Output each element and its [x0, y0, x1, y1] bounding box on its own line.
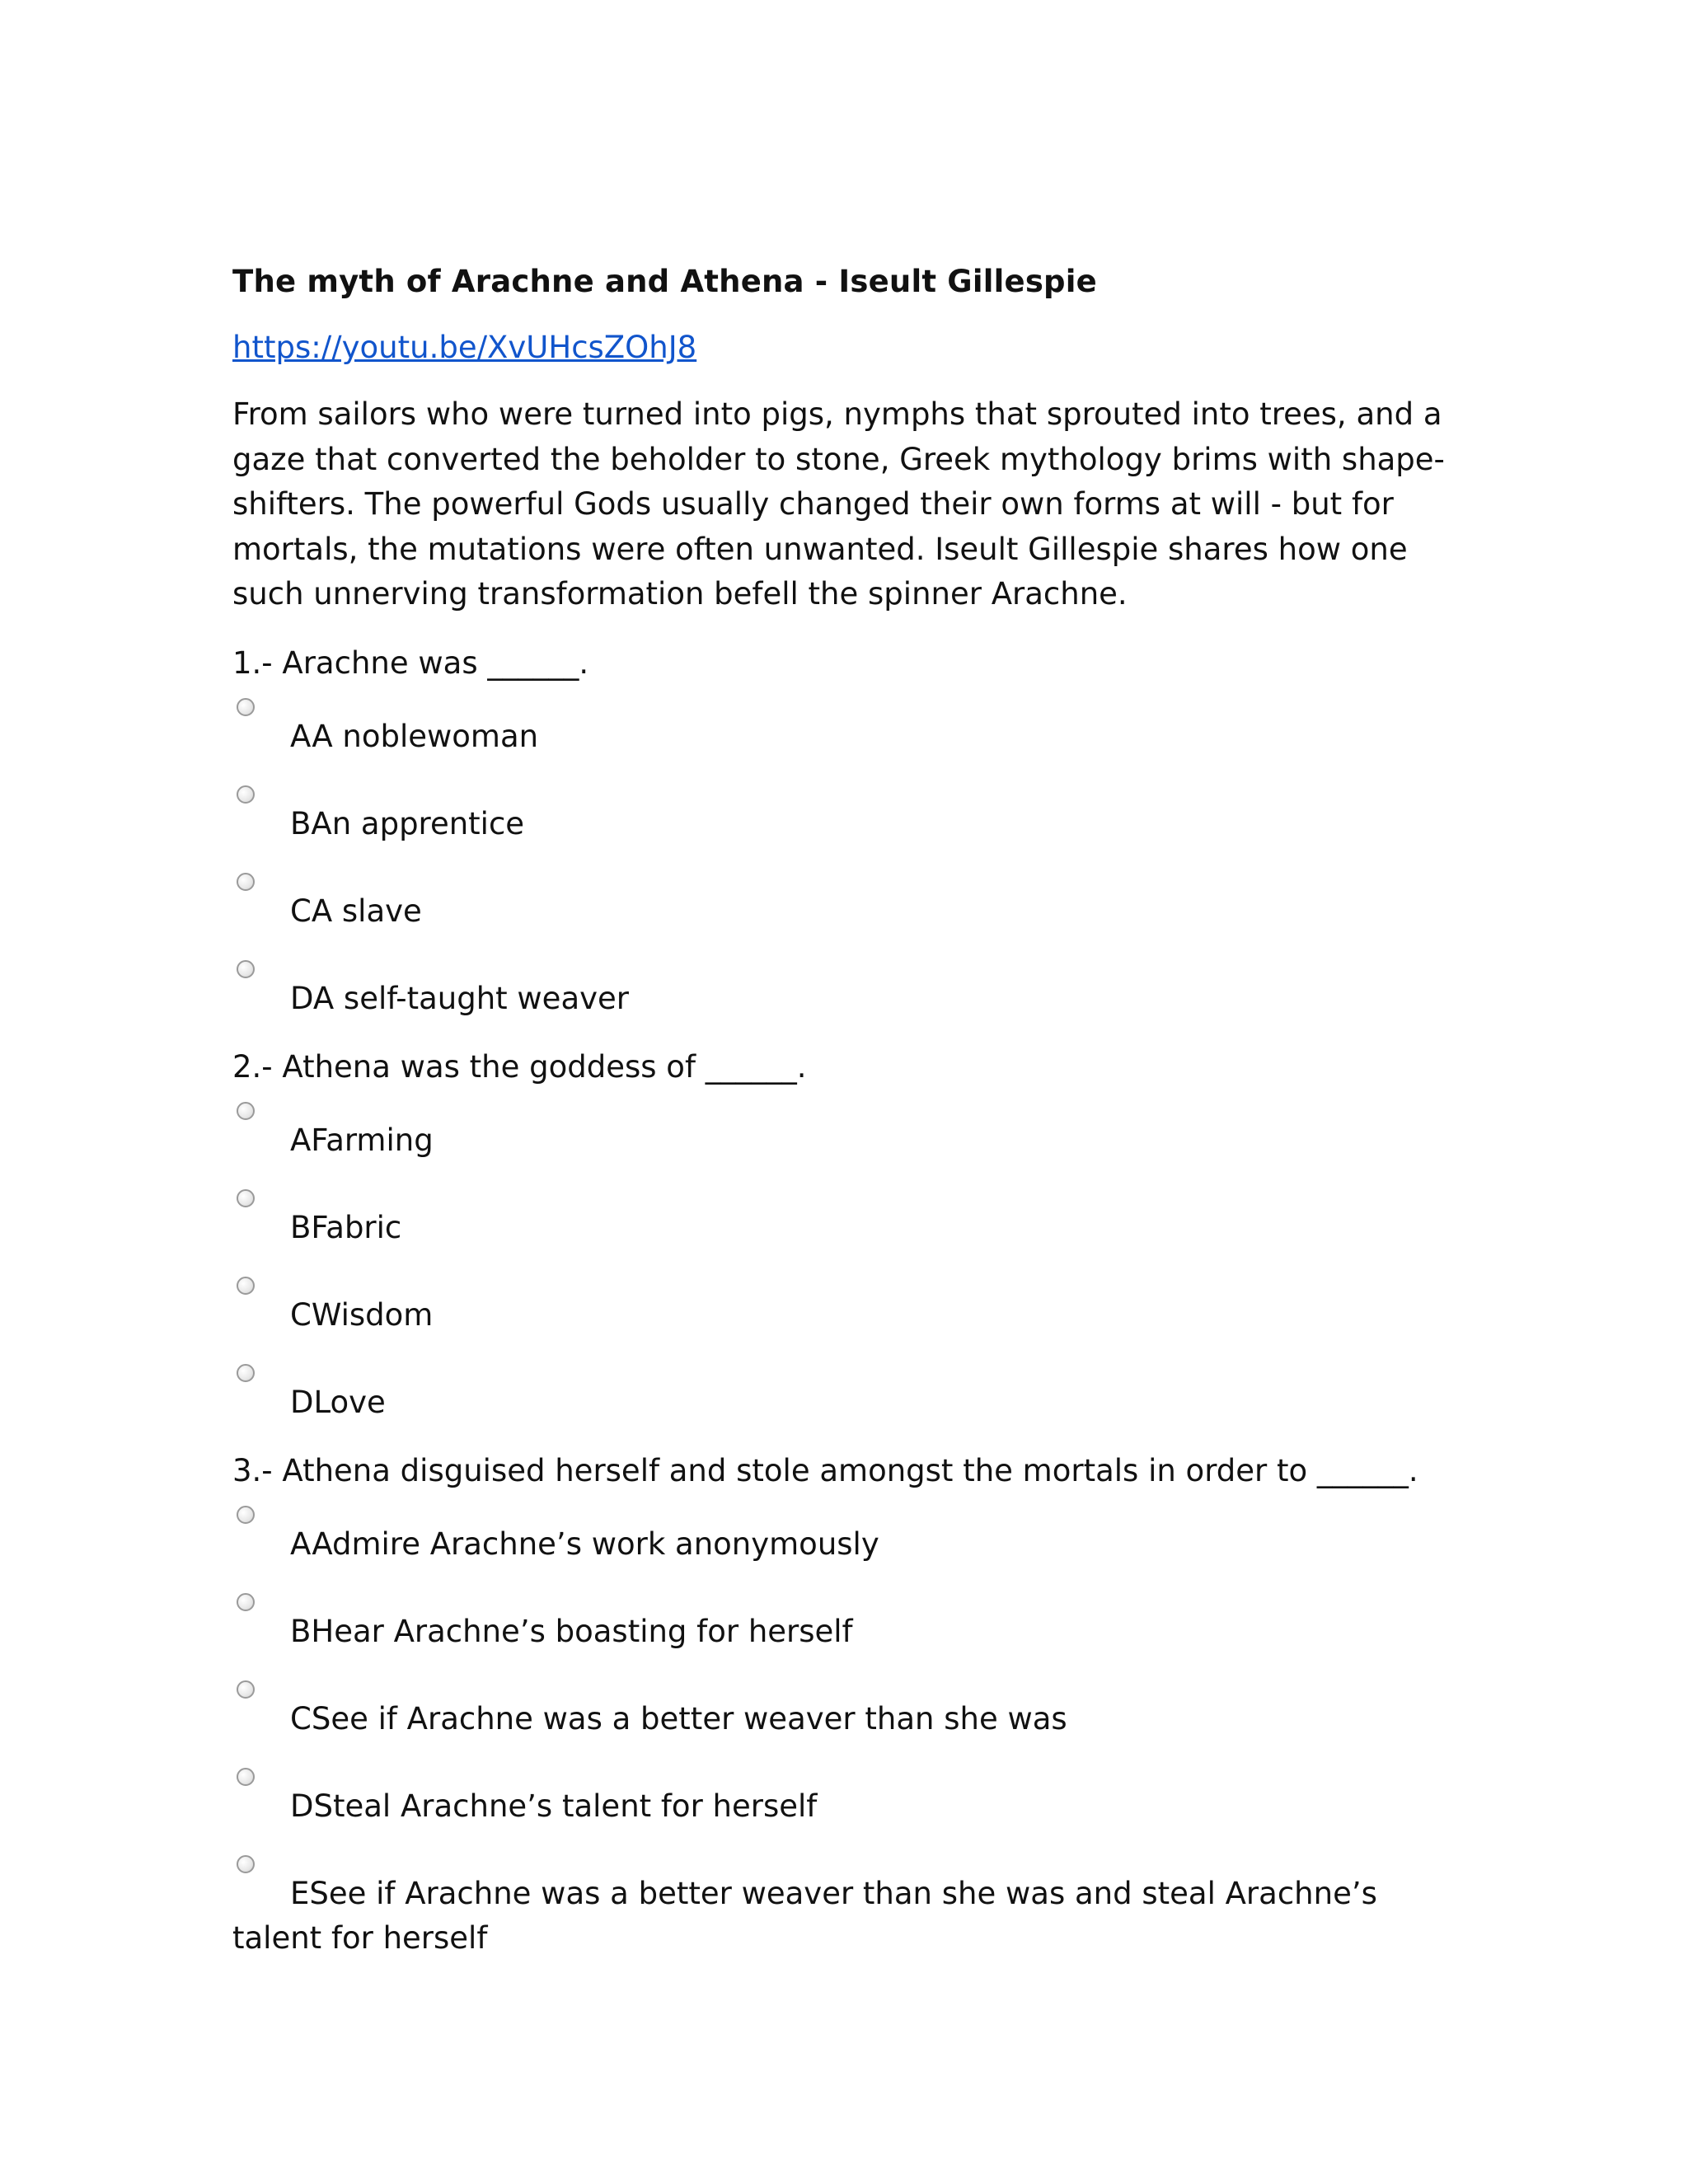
option-label: DLove	[290, 1384, 386, 1420]
question-3-option-e[interactable]	[232, 1872, 1469, 1961]
question-2-option-b[interactable]	[232, 1206, 1469, 1250]
intro-paragraph: From sailors who were turned into pigs, nymphs that sprouted into trees, and a gaze that converted the beholder to stone, Greek mythology brims with shape-shifters. The powerful Gods usually changed their own forms at will - but for mortals, the mutations were often unwanted. Iseult Gillespie shares how one such unnerving transformation befell the spinner Arachne.	[232, 396, 1445, 612]
question-2-option-c[interactable]	[232, 1293, 1469, 1338]
question-3-option-d[interactable]	[232, 1784, 1469, 1829]
option-label: AA noblewoman	[290, 718, 539, 754]
document-title: The myth of Arachne and Athena - Iseult Gillespie	[232, 264, 1097, 299]
radio-button-icon[interactable]	[237, 960, 255, 978]
radio-button-icon[interactable]	[237, 1364, 255, 1382]
question-1-option-c[interactable]	[232, 889, 1469, 934]
radio-button-icon[interactable]	[237, 1768, 255, 1786]
option-label: BAn apprentice	[290, 805, 525, 841]
option-label: ESee if Arachne was a better weaver than she was and steal Arachne’s talent for herself	[232, 1875, 1377, 1956]
question-3-option-a[interactable]	[232, 1522, 1469, 1567]
radio-button-icon[interactable]	[237, 1189, 255, 1207]
option-label: DSteal Arachne’s talent for herself	[290, 1788, 818, 1824]
radio-button-icon[interactable]	[237, 785, 255, 804]
radio-button-icon[interactable]	[237, 1855, 255, 1873]
option-label: CA slave	[290, 893, 422, 929]
question-2-prompt: 2.- Athena was the goddess of ______.	[232, 1048, 807, 1085]
question-3-option-c[interactable]	[232, 1697, 1469, 1741]
radio-button-icon[interactable]	[237, 1680, 255, 1699]
option-label: BFabric	[290, 1209, 402, 1245]
option-label: AFarming	[290, 1122, 434, 1158]
option-label: CWisdom	[290, 1296, 434, 1333]
option-label: DA self-taught weaver	[290, 980, 629, 1016]
question-2-option-d[interactable]	[232, 1380, 1469, 1425]
radio-button-icon[interactable]	[237, 1593, 255, 1611]
question-1-option-d[interactable]	[232, 977, 1469, 1021]
radio-button-icon[interactable]	[237, 698, 255, 716]
radio-button-icon[interactable]	[237, 873, 255, 891]
question-1-option-b[interactable]	[232, 802, 1469, 846]
question-3-prompt: 3.- Athena disguised herself and stole amongst the mortals in order to ______.	[232, 1452, 1418, 1488]
question-1-option-a[interactable]	[232, 715, 1469, 759]
radio-button-icon[interactable]	[237, 1102, 255, 1120]
option-label: BHear Arachne’s boasting for herself	[290, 1613, 853, 1649]
video-link[interactable]: https://youtu.be/XvUHcsZOhJ8	[232, 330, 697, 365]
radio-button-icon[interactable]	[237, 1506, 255, 1524]
worksheet-page	[232, 262, 1469, 1961]
question-3-option-b[interactable]	[232, 1610, 1469, 1654]
option-label: AAdmire Arachne’s work anonymously	[290, 1526, 879, 1562]
question-1-prompt: 1.- Arachne was ______.	[232, 644, 589, 681]
radio-button-icon[interactable]	[237, 1277, 255, 1295]
question-2-option-a[interactable]	[232, 1118, 1469, 1163]
option-label: CSee if Arachne was a better weaver than she was	[290, 1700, 1067, 1736]
